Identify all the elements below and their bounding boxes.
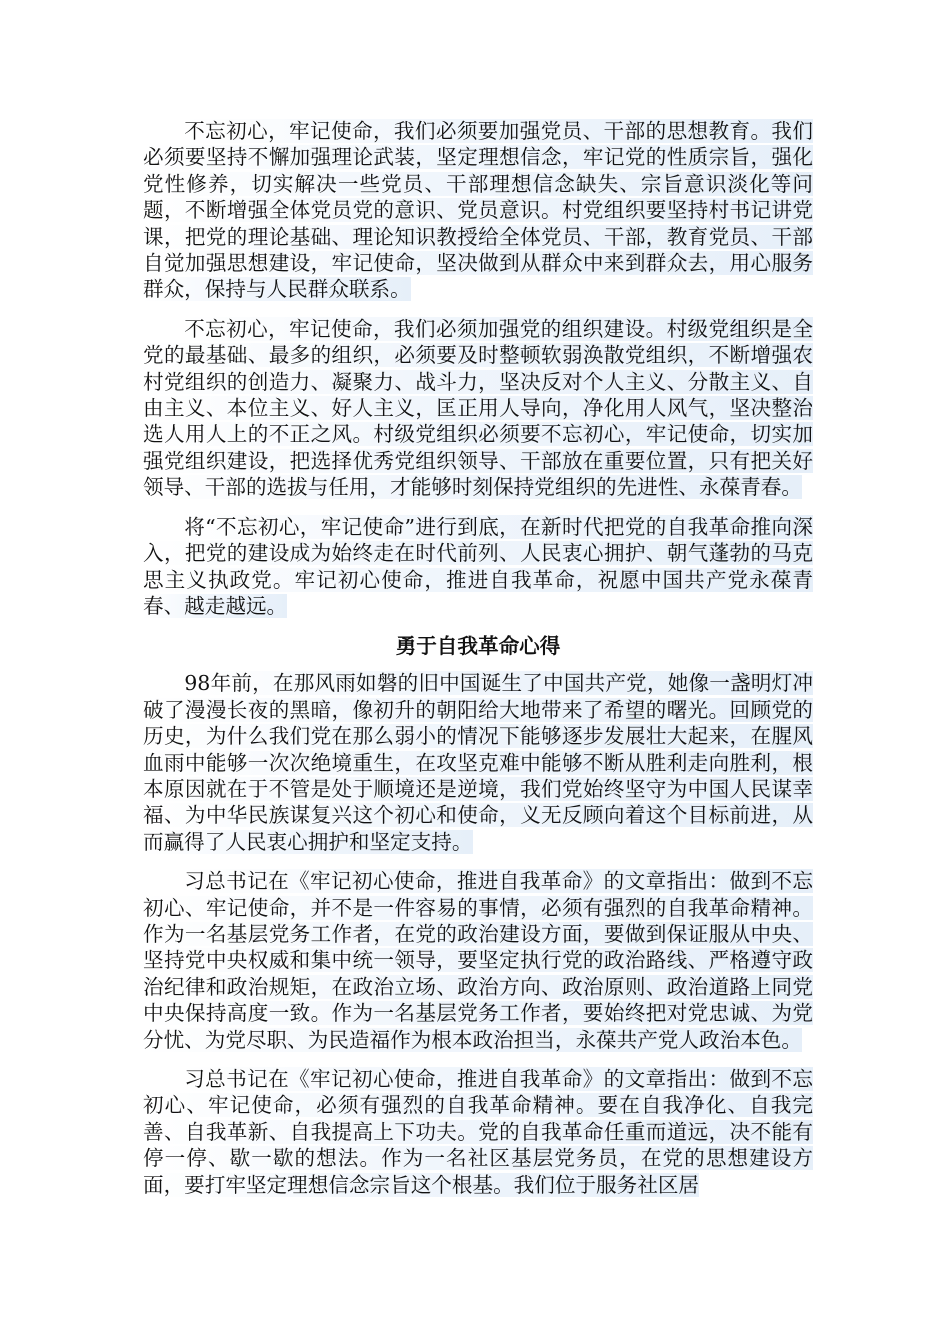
paragraph — [143, 514, 813, 620]
paragraph-text: 不忘初心，牢记使命，我们必须要加强党员、干部的思想教育。我们必须要坚持不懈加强理论武装，坚定理想信念，牢记党的性质宗旨，强化党性修养，切实解决一些党员、干部理想信念缺失、宗旨意识淡化等问题，不断增强全体党员党的意识、党员意识。村党组织要坚持村书记讲党课，把党的理论基础、理论知识教授给全体党员、干部，教育党员、干部自觉加强思想建设，牢记使命，坚决做到从群众中来到群众去，用心服务群众，保持与人民群众联系。 — [143, 119, 813, 302]
paragraph — [143, 1066, 813, 1198]
paragraph — [143, 316, 813, 501]
document-page — [143, 118, 813, 1211]
paragraph-text: 98年前，在那风雨如磐的旧中国诞生了中国共产党，她像一盏明灯冲破了漫漫长夜的黑暗，像初升的朝阳给大地带来了希望的曙光。回顾党的历史，为什么我们党在那么弱小的情况下能够逐步发展壮大起来，在腥风血雨中能够一次次绝境重生，在攻坚克难中能够不断从胜利走向胜利，根本原因就在于不管是处于顺境还是逆境，我们党始终坚守为中国人民谋幸福、为中华民族谋复兴这个初心和使命，义无反顾向着这个目标前进，从而赢得了人民衷心拥护和坚定支持。 — [143, 671, 813, 854]
paragraph — [143, 670, 813, 855]
paragraph — [143, 868, 813, 1053]
section-heading: 勇于自我革命心得 — [395, 634, 561, 659]
paragraph-text: 将“不忘初心，牢记使命”进行到底，在新时代把党的自我革命推向深入，把党的建设成为始终走在时代前列、人民衷心拥护、朝气蓬勃的马克思主义执政党。牢记初心使命，推进自我革命，祝愿中国共产党永葆青春、越走越远。 — [143, 514, 813, 618]
paragraph-text: 习总书记在《牢记初心使命，推进自我革命》的文章指出：做到不忘初心、牢记使命，必须有强烈的自我革命精神。要在自我净化、自我完善、自我革新、自我提高上下功夫。党的自我革命任重而道远，决不能有停一停、歇一歇的想法。作为一名社区基层党务员，在党的思想建设方面，要打牢坚定理想信念宗旨这个根基。我们位于服务社区居 — [143, 1067, 813, 1197]
paragraph-text: 习总书记在《牢记初心使命，推进自我革命》的文章指出：做到不忘初心、牢记使命，并不是一件容易的事情，必须有强烈的自我革命精神。作为一名基层党务工作者，在党的政治建设方面，要做到保证服从中央、坚持党中央权威和集中统一领导，要坚定执行党的政治路线、严格遵守政治纪律和政治规矩，在政治立场、政治方向、政治原则、政治道路上同党中央保持高度一致。作为一名基层党务工作者，要始终把对党忠诚、为党分忧、为党尽职、为民造福作为根本政治担当，永葆共产党人政治本色。 — [143, 869, 813, 1052]
paragraph — [143, 118, 813, 303]
paragraph-text: 不忘初心，牢记使命，我们必须加强党的组织建设。村级党组织是全党的最基础、最多的组织，必须要及时整顿软弱涣散党组织，不断增强农村党组织的创造力、凝聚力、战斗力，坚决反对个人主义、分散主义、自由主义、本位主义、好人主义，匡正用人导向，净化用人风气，坚决整治选人用人上的不正之风。村级党组织必须要不忘初心，牢记使命，切实加强党组织建设，把选择优秀党组织领导、干部放在重要位置，只有把关好领导、干部的选拔与任用，才能够时刻保持党组织的先进性、永葆青春。 — [143, 316, 813, 500]
